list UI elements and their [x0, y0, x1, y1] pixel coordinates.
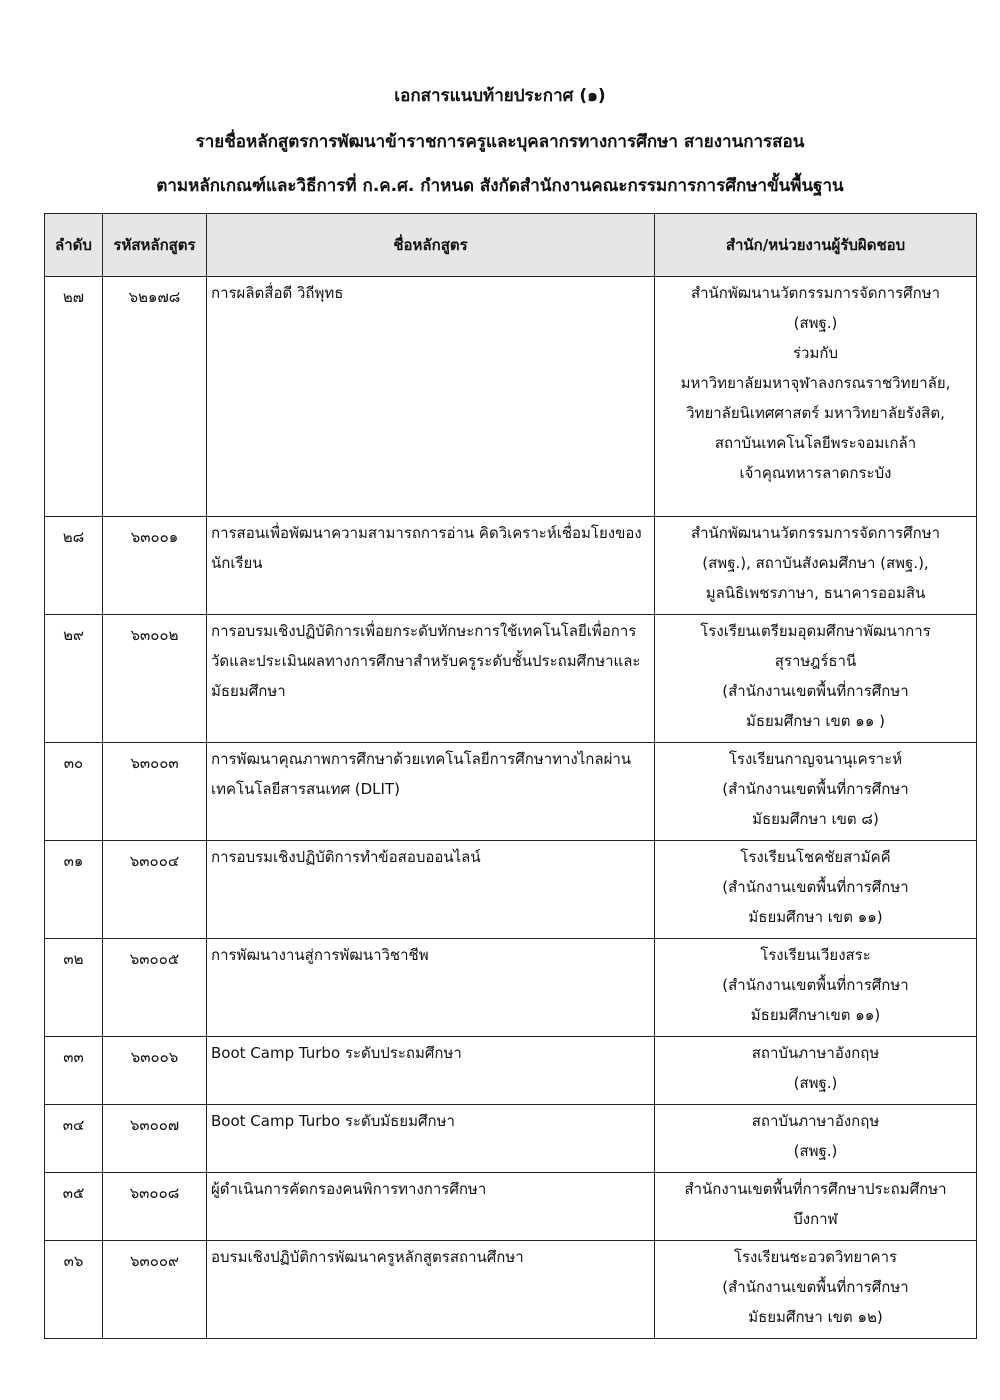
course-name-cell	[207, 1173, 655, 1241]
table-row	[45, 939, 977, 1037]
row-number: ๓๓	[45, 1037, 103, 1105]
course-table	[44, 213, 977, 1339]
course-name: Boot Camp Turbo ระดับมัธยมศึกษา	[211, 1112, 455, 1130]
course-name: อบรมเชิงปฏิบัติการพัฒนาครูหลักสูตรสถานศึกษา	[211, 1248, 524, 1266]
course-code: ๖๓๐๐๕	[103, 939, 207, 1037]
course-name: การอบรมเชิงปฏิบัติการเพื่อยกระดับทักษะการใช้เทคโนโลยีเพื่อการวัดและประเมินผลทางการศึกษาสำหรับครูระดับชั้นประถมศึกษาและมัธยมศึกษา	[211, 622, 641, 700]
table-row	[45, 277, 977, 517]
responsible-org-line: สุราษฎร์ธานี	[774, 652, 857, 670]
course-name-cell	[207, 743, 655, 841]
course-name: ผู้ดำเนินการคัดกรองคนพิการทางการศึกษา	[211, 1180, 487, 1198]
responsible-org-line: บึงกาฬ	[793, 1210, 838, 1228]
row-number: ๒๗	[45, 277, 103, 517]
table-row	[45, 743, 977, 841]
responsible-org-line: มัธยมศึกษา เขต ๑๑ )	[746, 712, 885, 730]
responsible-org-cell	[655, 615, 977, 743]
responsible-org-line: มัธยมศึกษา เขต ๘)	[752, 810, 879, 828]
responsible-org-line: โรงเรียนโชคชัยสามัคคี	[740, 848, 891, 866]
course-code: ๖๒๑๗๘	[103, 277, 207, 517]
header-no: ลำดับ	[45, 214, 103, 277]
responsible-org-cell	[655, 841, 977, 939]
course-name: Boot Camp Turbo ระดับประถมศึกษา	[211, 1044, 462, 1062]
responsible-org-line: (สำนักงานเขตพื้นที่การศึกษา	[722, 878, 909, 896]
course-name-cell	[207, 1241, 655, 1339]
responsible-org-line: สถาบันภาษาอังกฤษ	[751, 1112, 880, 1130]
course-name: การพัฒนาคุณภาพการศึกษาด้วยเทคโนโลยีการศึกษาทางไกลผ่านเทคโนโลยีสารสนเทศ (DLIT)	[211, 750, 632, 798]
responsible-org-cell	[655, 1037, 977, 1105]
responsible-org-line: วิทยาลัยนิเทศศาสตร์ มหาวิทยาลัยรังสิต,	[686, 404, 945, 422]
table-row	[45, 1037, 977, 1105]
row-number: ๓๐	[45, 743, 103, 841]
document-header	[0, 78, 1000, 198]
table-row	[45, 1173, 977, 1241]
responsible-org-line: โรงเรียนชะอวดวิทยาคาร	[733, 1248, 898, 1266]
responsible-org-cell	[655, 1241, 977, 1339]
responsible-org-cell	[655, 517, 977, 615]
row-number: ๒๙	[45, 615, 103, 743]
row-number: ๓๕	[45, 1173, 103, 1241]
course-name-cell	[207, 939, 655, 1037]
table-body	[45, 277, 977, 1339]
responsible-org-line: (สพฐ.)	[793, 1142, 838, 1160]
course-name: การพัฒนางานสู่การพัฒนาวิชาชีพ	[211, 946, 429, 964]
table-row	[45, 1241, 977, 1339]
course-name-cell	[207, 841, 655, 939]
responsible-org-line: สถาบันภาษาอังกฤษ	[751, 1044, 880, 1062]
header-code: รหัสหลักสูตร	[103, 214, 207, 277]
row-number: ๒๘	[45, 517, 103, 615]
course-name-cell	[207, 517, 655, 615]
responsible-org-cell	[655, 277, 977, 517]
course-name-cell	[207, 615, 655, 743]
responsible-org-line: มูลนิธิเพชรภาษา, ธนาคารออมสิน	[705, 584, 926, 602]
responsible-org-cell	[655, 939, 977, 1037]
header-org: สำนัก/หน่วยงานผู้รับผิดชอบ	[655, 214, 977, 277]
table-row	[45, 615, 977, 743]
course-code: ๖๓๐๐๙	[103, 1241, 207, 1339]
responsible-org-line: (สพฐ.)	[793, 314, 838, 332]
responsible-org-line: (สพฐ.), สถาบันสังคมศึกษา (สพฐ.),	[702, 554, 929, 572]
responsible-org-line: โรงเรียนกาญจนานุเคราะห์	[728, 750, 903, 768]
responsible-org-line: สำนักงานเขตพื้นที่การศึกษาประถมศึกษา	[684, 1180, 947, 1198]
header-name: ชื่อหลักสูตร	[207, 214, 655, 277]
course-name-cell	[207, 277, 655, 517]
course-code: ๖๓๐๐๗	[103, 1105, 207, 1173]
criteria-title: ตามหลักเกณฑ์และวิธีการที่ ก.ค.ศ. กำหนด สังกัดสำนักงานคณะกรรมการการศึกษาขั้นพื้นฐาน	[156, 176, 844, 196]
row-number: ๓๖	[45, 1241, 103, 1339]
responsible-org-line: สถาบันเทคโนโลยีพระจอมเกล้า	[714, 434, 917, 452]
course-code: ๖๓๐๐๖	[103, 1037, 207, 1105]
course-name-cell	[207, 1037, 655, 1105]
responsible-org-line: ร่วมกับ	[793, 344, 838, 362]
table-row	[45, 517, 977, 615]
responsible-org-line: (สำนักงานเขตพื้นที่การศึกษา	[722, 976, 909, 994]
responsible-org-line: (สพฐ.)	[793, 1074, 838, 1092]
responsible-org-line: สำนักพัฒนานวัตกรรมการจัดการศึกษา	[690, 524, 941, 542]
row-number: ๓๒	[45, 939, 103, 1037]
table-row	[45, 841, 977, 939]
responsible-org-line: โรงเรียนเวียงสระ	[760, 946, 871, 964]
course-name: การอบรมเชิงปฏิบัติการทำข้อสอบออนไลน์	[211, 848, 481, 866]
course-code: ๖๓๐๐๓	[103, 743, 207, 841]
responsible-org-line: มัธยมศึกษาเขต ๑๑)	[750, 1006, 881, 1024]
list-title: รายชื่อหลักสูตรการพัฒนาข้าราชการครูและบุคลากรทางการศึกษา สายงานการสอน	[195, 132, 805, 152]
course-name-cell	[207, 1105, 655, 1173]
course-code: ๖๓๐๐๘	[103, 1173, 207, 1241]
course-code: ๖๓๐๐๑	[103, 517, 207, 615]
attachment-title: เอกสารแนบท้ายประกาศ (๑)	[394, 86, 606, 106]
responsible-org-line: โรงเรียนเตรียมอุดมศึกษาพัฒนาการ	[700, 622, 931, 640]
responsible-org-cell	[655, 743, 977, 841]
course-name: การผลิตสื่อดี วิถีพุทธ	[211, 284, 344, 302]
responsible-org-cell	[655, 1105, 977, 1173]
table-header-row	[45, 214, 977, 277]
responsible-org-line: มัธยมศึกษา เขต ๑๒)	[748, 1308, 883, 1326]
responsible-org-line: เจ้าคุณทหารลาดกระบัง	[739, 464, 892, 482]
table-row	[45, 1105, 977, 1173]
responsible-org-line: มัธยมศึกษา เขต ๑๑)	[748, 908, 883, 926]
responsible-org-cell	[655, 1173, 977, 1241]
responsible-org-line: (สำนักงานเขตพื้นที่การศึกษา	[722, 780, 909, 798]
responsible-org-line: มหาวิทยาลัยมหาจุฬาลงกรณราชวิทยาลัย,	[680, 374, 951, 392]
course-code: ๖๓๐๐๒	[103, 615, 207, 743]
responsible-org-line: (สำนักงานเขตพื้นที่การศึกษา	[722, 682, 909, 700]
row-number: ๓๑	[45, 841, 103, 939]
responsible-org-line: (สำนักงานเขตพื้นที่การศึกษา	[722, 1278, 909, 1296]
course-code: ๖๓๐๐๔	[103, 841, 207, 939]
course-name: การสอนเพื่อพัฒนาความสามารถการอ่าน คิดวิเคราะห์เชื่อมโยงของนักเรียน	[211, 524, 642, 572]
row-number: ๓๔	[45, 1105, 103, 1173]
responsible-org-line: สำนักพัฒนานวัตกรรมการจัดการศึกษา	[690, 284, 941, 302]
